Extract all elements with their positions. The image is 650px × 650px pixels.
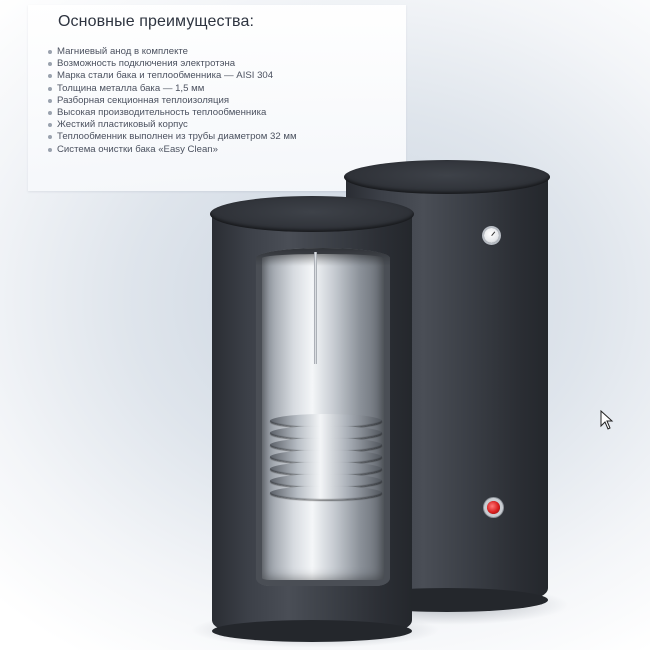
feature-item: Жесткий пластиковый корпус [48, 119, 396, 131]
heat-exchanger-coil-turn [270, 486, 382, 500]
feature-item: Высокая производительность теплообменника [48, 107, 396, 119]
rear-tank-lid [344, 160, 550, 194]
magnesium-anode-rod [314, 252, 317, 364]
features-title: Основные преимущества: [58, 13, 255, 30]
features-list [58, 46, 396, 156]
feature-item: Толщина металла бака — 1,5 мм [48, 83, 396, 95]
feature-item: Теплообменник выполнен из трубы диаметром 32 мм [48, 131, 396, 143]
front-tank-base [212, 620, 412, 642]
mouse-pointer-icon [600, 410, 614, 430]
feature-item: Возможность подключения электротэна [48, 58, 396, 70]
feature-item: Система очистки бака «Easy Clean» [48, 144, 396, 156]
features-panel [28, 5, 406, 191]
front-tank-lid [210, 196, 414, 232]
red-connection-port-icon [487, 501, 500, 514]
feature-item: Разборная секционная теплоизоляция [48, 95, 396, 107]
feature-item: Магниевый анод в комплекте [48, 46, 396, 58]
feature-item: Марка стали бака и теплообменника — AISI 304 [48, 70, 396, 82]
thermometer-gauge-icon [484, 228, 499, 243]
